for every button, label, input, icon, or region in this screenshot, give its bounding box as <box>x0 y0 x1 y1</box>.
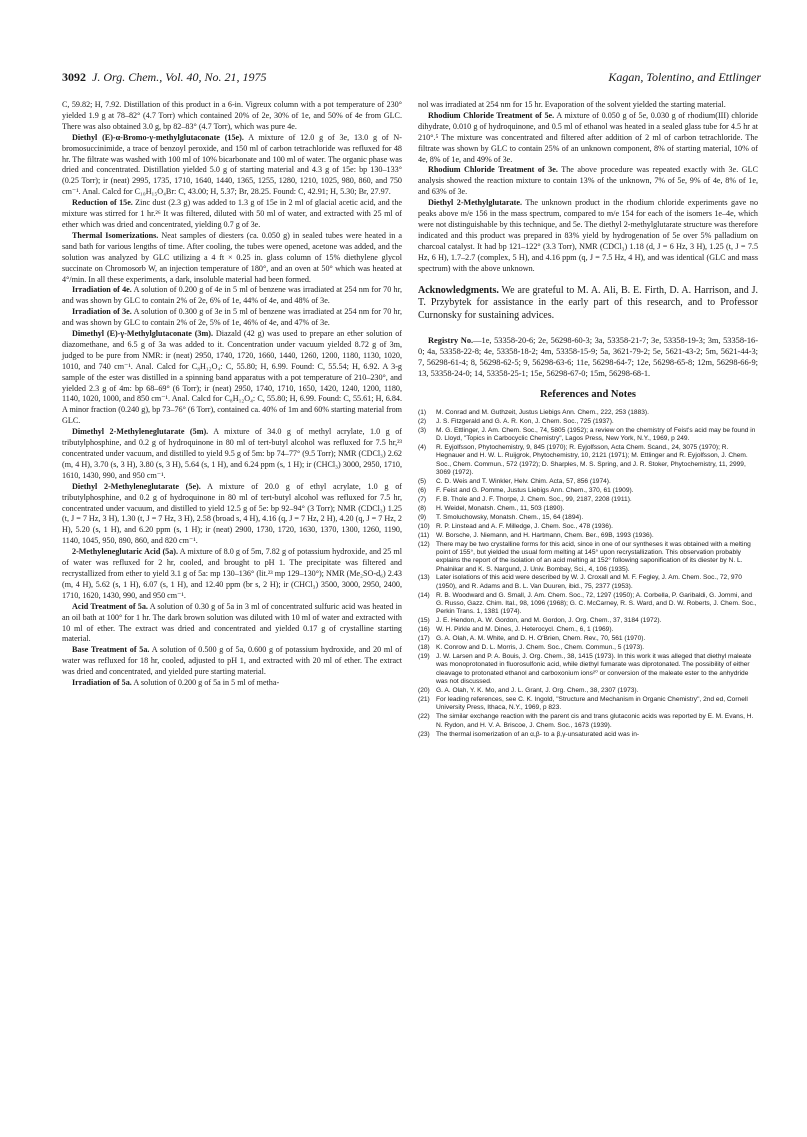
paragraph <box>418 198 758 274</box>
section-heading: Base Treatment of 5a. <box>72 645 150 655</box>
left-text-column <box>62 100 402 689</box>
reference-item <box>418 731 758 739</box>
reference-number: (9) <box>418 513 427 521</box>
reference-item <box>418 635 758 643</box>
section-heading: Diethyl 2-Methylglutarate. <box>428 198 522 208</box>
reference-number: (14) <box>418 591 430 599</box>
reference-text: M. Conrad and M. Guthzeit, Justus Liebigs Ann. Chem., 222, 253 (1883). <box>436 408 649 416</box>
paragraph <box>418 111 758 166</box>
paragraph-text: A solution of 0.300 g of 3e in 5 ml of benzene was irradiated at 254 nm for 70 hr, and was shown by GLC to contain 2% of 2e, 5% of 1e, 46% of 4e, and 47% of 3e. <box>62 307 402 328</box>
section-heading: Diethyl (E)-α-Bromo-γ-methylglutaconate (15e). <box>72 132 244 142</box>
reference-number: (5) <box>418 477 427 485</box>
paragraph-text: Zinc dust (2.3 g) was added to 1.3 g of 15e in 2 ml of glacial acetic acid, and the mixture was stirred for 1 hr.²⁶ It was filtered, diluted with 50 ml of water, and extracted with 25 ml of ether which was dried and concentrated, yielding 0.7 g of 3e. <box>62 198 402 229</box>
reference-number: (11) <box>418 531 430 539</box>
reference-text: M. G. Ettlinger, J. Am. Chem. Soc., 74, 5805 (1952); a review on the chemistry of Feist's acid may be found in D. Lloyd, "Topics in Carbocyclic Chemistry", Lagos Press, New York, N.Y., 1969, p 249. <box>436 426 756 443</box>
reference-text: F. Feist and G. Pomme, Justus Liebigs Ann. Chem., 370, 61 (1909). <box>436 486 634 494</box>
reference-item <box>418 626 758 634</box>
paragraph <box>62 133 402 198</box>
reference-text: The thermal isomerization of an α,β- to a β,γ-unsaturated acid was in- <box>436 730 640 738</box>
reference-text: T. Smoluchowsky, Monatsh. Chem., 15, 64 (1894). <box>436 513 584 521</box>
reference-number: (8) <box>418 504 427 512</box>
reference-number: (7) <box>418 495 427 503</box>
reference-text: J. W. Larsen and P. A. Bouis, J. Org. Chem., 38, 1415 (1973). In this work it was alleged that diethyl maleate was monoprotonated in fluorosulfonic acid, while diethyl fumarate was diprotonated. The possibility of either cleavage to protonated ethanol and carboxonium ions²⁰ or conversion of the maleate ester to the anhydride was not discussed. <box>436 653 752 686</box>
section-heading: Dimethyl 2-Methyleneglutarate (5m). <box>72 427 209 437</box>
reference-item <box>418 523 758 531</box>
acknowledgments-paragraph <box>418 285 758 323</box>
reference-number: (16) <box>418 626 430 634</box>
paragraph-text: A mixture of 0.050 g of 5e, 0.030 g of rhodium(III) chloride dihydrate, 0.010 g of hydroquinone, and 0.5 ml of ethanol was heated in a sealed glass tube for 4.5 hr at 210°.⁵ The mixture was concentrated and filtered after addition of 2 ml of carbon tetrachloride. The filtrate was shown by GLC to contain 25% of an unknown component, 8% of starting material, 10% of 4e, 8% of 1e, and 49% of 3e. <box>418 110 758 164</box>
paragraph <box>62 482 402 547</box>
reference-number: (18) <box>418 644 430 652</box>
paragraph <box>418 165 758 198</box>
section-heading: Irradiation of 5a. <box>72 678 132 688</box>
reference-text: W. H. Pirkle and M. Dines, J. Heterocycl. Chem., 6, 1 (1969). <box>436 626 614 634</box>
section-heading: 2-Methyleneglutaric Acid (5a). <box>72 547 179 557</box>
reference-item <box>418 687 758 695</box>
reference-item <box>418 592 758 617</box>
section-heading: Rhodium Chloride Treatment of 3e. <box>428 165 558 175</box>
section-heading: Reduction of 15e. <box>72 198 133 208</box>
experimental-continued <box>418 100 758 275</box>
paragraph-text: The unknown product in the rhodium chloride experiments gave no peaks above m/e 156 in the mass spectrum, compared to m/e 154 for each of the isomers 1e–4e, which were not distinguishable by this technique, and 5e. The diethyl 2-methylglutarate structure was therefore indicated and this product was prepared in 83% yield by hydrogenation of 5e over 5% palladium on charcoal catalyst. It had bp 121–122° (3.3 Torr), NMR (CDCl₃) 1.18 (d, J = 6 Hz, 3 H), 1.25 (t, J = 7.5 Hz, 6 H), 1.7–2.7 (complex, 5 H), and 4.16 ppm (q, J = 7.5 Hz, 4 H), and was identical (GLC and mass spectrum) with the above unknown. <box>418 198 759 273</box>
paragraph <box>62 198 402 231</box>
paragraph-text: Neat samples of diesters (ca. 0.050 g) in sealed tubes were heated in a sand bath for various lengths of time. After cooling, the tubes were opened, acetone was added, and the solution was analyzed by GLC utilizing a 4 ft × 0.25 in. glass column of 15% diethylene glycol succinate on Chromosorb W, an injection temperature of 180°, and an oven at 50° which was heated at 4°/min. In all these experiments, a dark, insoluble material had been formed. <box>62 230 402 284</box>
paragraph-text: A solution of 0.200 g of 5a in 5 ml of metha- <box>131 678 280 688</box>
paragraph-text: nol was irradiated at 254 nm for 15 hr. Evaporation of the solvent yielded the starting material. <box>418 100 726 109</box>
reference-text: R. P. Linstead and A. F. Milledge, J. Chem. Soc., 478 (1936). <box>436 522 613 530</box>
paragraph <box>62 602 402 646</box>
paragraph-text: The above procedure was repeated exactly with 3e. GLC analysis showed the reaction mixture to contain 13% of the unknown, 7% of 5e, 9% of 4e, 8% of 1e, and 63% of 3e. <box>418 165 758 197</box>
section-heading: Rhodium Chloride Treatment of 5e. <box>428 110 555 120</box>
reference-text: F. B. Thole and J. F. Thorpe, J. Chem. Soc., 99, 2187, 2208 (1911). <box>436 495 632 503</box>
reference-item <box>418 713 758 730</box>
paragraph-text: A mixture of 20.0 g of ethyl acrylate, 1.0 g of tributylphosphine, and 0.2 g of hydroquinone in 80 ml of tert-butyl alcohol was refluxed for 7.5 hr, concentrated under vacuum, and distilled to yield 12.5 g of 5e: bp 92–94° (3 Torr); NMR (CDCl₃) 1.25 (t, J = 7 Hz, 3 H), 1.30 (t, J = 7 Hz, 3 H), 2.58 (broad s, 4 H), 4.16 (q, J = 7 Hz, 2 H), 4.20 (q, J = 7 Hz, 2 H), 5.20 (s, 1 H), and 6.20 ppm (s, 1 H); ir (neat) 2900, 1730, 1720, 1630, 1370, 1300, 1260, 1190, 1140, 1045, 950, 890, 860, and 820 cm⁻¹. <box>62 481 402 546</box>
reference-number: (19) <box>418 653 430 661</box>
reference-item <box>418 644 758 652</box>
reference-text: R. B. Woodward and G. Small, J. Am. Chem. Soc., 72, 1297 (1950); A. Corbella, P. Garibaldi, G. Jommi, and G. Russo, Gazz. Chim. Ital., 98, 1096 (1968); G. C. McCarney, R. S. Ward, and D. W. Roberts, J. Chem. Soc., Perkin Trans. 1, 1381 (1974). <box>436 591 757 616</box>
paragraph <box>62 678 402 689</box>
paragraph <box>62 231 402 286</box>
right-text-column <box>418 100 758 740</box>
journal-citation: J. Org. Chem., Vol. 40, No. 21, 1975 <box>92 70 267 84</box>
reference-number: (12) <box>418 540 430 548</box>
reference-text: For leading references, see C. K. Ingold, "Structure and Mechanism in Organic Chemistry", 2nd ed, Cornell University Press, Ithaca, N.Y., 1969, p 823. <box>436 696 748 712</box>
reference-text: J. E. Hendon, A. W. Gordon, and M. Gordon, J. Org. Chem., 37, 3184 (1972). <box>436 617 662 625</box>
registry-text: —1e, 53358-20-6; 2e, 56298-60-3; 3a, 53358-21-7; 3e, 53358-19-3; 3m, 53358-16-0; 4a, 53358-22-8; 4e, 53358-18-2; 4m, 53358-15-9; 5a, 3621-79-2; 5e, 5621-43-2; 5m, 5621-44-3; 7, 56298-61-4; 8, 56298-62-5; 9, 56298-63-6; 11e, 56298-64-7; 12e, 56298-65-8; 12m, 56298-66-9; 13, 53358-24-0; 14, 53358-25-1; 15e, 56298-67-0; 15m, 56298-68-1. <box>418 336 758 378</box>
section-heading: Acid Treatment of 5a. <box>72 601 148 611</box>
paragraph <box>62 645 402 678</box>
reference-text: H. Weidel, Monatsh. Chem., 11, 503 (1890). <box>436 504 565 512</box>
reference-text: K. Conrow and D. L. Morris, J. Chem. Soc., Chem. Commun., 5 (1973). <box>436 644 645 652</box>
reference-number: (17) <box>418 635 430 643</box>
reference-item <box>418 496 758 504</box>
references-title: References and Notes <box>539 388 637 400</box>
reference-text: J. S. Fitzgerald and G. A. R. Kon, J. Chem. Soc., 725 (1937). <box>436 417 614 425</box>
registry-paragraph <box>418 336 758 380</box>
reference-number: (21) <box>418 696 430 704</box>
reference-item <box>418 444 758 477</box>
reference-number: (6) <box>418 486 427 494</box>
reference-item <box>418 418 758 426</box>
page-number: 3092 <box>62 70 86 84</box>
section-heading: Irradiation of 3e. <box>72 307 132 317</box>
reference-number: (10) <box>418 522 430 530</box>
reference-text: W. Borsche, J. Niemann, and H. Hartmann, Chem. Ber., 69B, 1993 (1936). <box>436 531 654 539</box>
reference-item <box>418 653 758 686</box>
reference-number: (4) <box>418 443 427 451</box>
section-heading: Diethyl 2-Methyleneglutarate (5e). <box>72 481 201 491</box>
reference-number: (15) <box>418 617 430 625</box>
reference-item <box>418 478 758 486</box>
references-list <box>418 409 758 739</box>
paragraph <box>62 547 402 602</box>
reference-number: (23) <box>418 730 430 738</box>
reference-text: The similar exchange reaction with the parent cis and trans glutaconic acids was reported by E. M. Evans, H. N. Rydon, and H. V. A. Briscoe, J. Chem. Soc., 1673 (1939). <box>436 713 754 729</box>
reference-item <box>418 617 758 625</box>
reference-number: (13) <box>418 574 430 582</box>
registry-heading: Registry No. <box>428 336 474 346</box>
reference-number: (20) <box>418 687 430 695</box>
paragraph-text: A solution of 0.200 g of 4e in 5 ml of benzene was irradiated at 254 nm for 70 hr, and was shown by GLC to contain 2% of 2e, 6% of 1e, 44% of 4e, and 48% of 3e. <box>62 285 402 306</box>
reference-item <box>418 532 758 540</box>
reference-number: (2) <box>418 417 427 425</box>
reference-item <box>418 409 758 417</box>
reference-text: C. D. Weis and T. Winkler, Helv. Chim. Acta, 57, 856 (1974). <box>436 477 611 485</box>
reference-item <box>418 574 758 591</box>
paragraph-text: Diazald (42 g) was used to prepare an ether solution of diazomethane, and 6.5 g of 3a was added to it. Concentration under vacuum yielded 8.72 g of 3m, judged to be pure from NMR: ir (neat) 2950, 1740, 1720, 1660, 1440, 1260, 1200, 1180, 1130, 1020, 1010, and 740 cm⁻¹. Anal. Calcd for C₈H₁₂O₄: C, 55.80; H, 6.99. Found: C, 55.54; H, 6.92. A 3-g sample of the ester was distilled in a spinning band apparatus with a pot temperature of 210–230°, and yielded 2.3 g of 4m: bp 68–69° (6 Torr); ir (neat) 2950, 1740, 1710, 1650, 1420, 1240, 1200, 1180, 1140, 1020, 1000, and 850 cm⁻¹. Anal. Calcd for C₈H₁₂O₄: C, 55.80; H, 6.99. Found: C, 55.61; H, 6.84. A minor fraction (0.240 g), bp 73–76° (6 Torr), contained ca. 40% of 1m and 60% starting material from GLC. <box>62 329 402 426</box>
paragraph-text: A mixture of 34.0 g of methyl acrylate, 1.0 g of tributylphosphine, and 0.2 g of hydroquinone in 80 ml of tert-butyl alcohol was refluxed for 7.5 hr,²³ concentrated under vacuum, and distilled to yield 9.5 g of 5m: bp 74–77° (9.5 Torr); NMR (CDCl₃) 2.62 (m, 4 H), 3.70 (s, 3 H), 3.80 (s, 3 H), 5.64 (s, 1 H), and 6.24 ppm (s, 1 H); ir (CHCl₃) 3000, 2950, 1710, 1610, 1430, 990, and 950 cm⁻¹. <box>62 427 402 480</box>
header-authors: Kagan, Tolentino, and Ettlinger <box>608 70 761 84</box>
section-heading: Irradiation of 4e. <box>72 285 132 295</box>
reference-item <box>418 487 758 495</box>
reference-text: G. A. Olah, Y. K. Mo, and J. L. Grant, J. Org. Chem., 38, 2307 (1973). <box>436 687 639 695</box>
paragraph <box>62 307 402 329</box>
paragraph <box>62 329 402 427</box>
paragraph-text: A solution of 0.30 g of 5a in 3 ml of concentrated sulfuric acid was heated in an oil bath at 100° for 1 hr. The dark brown solution was diluted with 10 ml of water and extracted with 10 ml of ether. The extract was dried and concentrated and yielded 0.17 g of crystalline starting material. <box>62 601 402 644</box>
reference-text: Later isolations of this acid were described by W. J. Croxall and M. F. Fegley, J. Am. Chem. Soc., 72, 970 (1950), and R. Adams and B. L. Van Duuren, ibid., 75, 2377 (1953). <box>436 574 742 590</box>
paragraph <box>62 427 402 482</box>
reference-number: (1) <box>418 408 427 416</box>
section-heading: Thermal Isomerizations. <box>72 230 159 240</box>
section-heading: Dimethyl (E)-γ-Methylglutaconate (3m). <box>72 329 213 339</box>
reference-item <box>418 427 758 444</box>
reference-item <box>418 696 758 713</box>
reference-item <box>418 541 758 574</box>
reference-number: (3) <box>418 426 427 434</box>
reference-number: (22) <box>418 713 430 721</box>
reference-text: G. A. Olah, A. M. White, and D. H. O'Brien, Chem. Rev., 70, 561 (1970). <box>436 635 646 643</box>
acknowledgments-text: We are grateful to M. A. Ali, B. E. Firth, D. A. Harrison, and J. T. Przybytek for assistance in the early part of this research, and to Professor Curnonsky for sustaining advices. <box>418 284 758 321</box>
reference-text: R. Eyjolfsson, Phytochemistry, 9, 845 (1970); R. Eyjolfsson, Acta Chem. Scand., 24, 3075 (1970); R. Hegnauer and H. W. L. Ruijgrok, Phytochemistry, 10, 2121 (1971); M. Ettlinger and R. Eyjolfsson, J. Chem. Soc., Chem. Commun., 572 (1972); D. Sharples, M. S. Spring, and J. R. Stoker, Phytochemistry, 11, 2999, 3069 (1972). <box>436 443 748 476</box>
header-left <box>62 70 267 85</box>
reference-item <box>418 505 758 513</box>
paragraph <box>418 100 758 111</box>
paragraph-text: A solution of 0.500 g of 5a, 0.600 g of potassium hydroxide, and 20 ml of water was refluxed for 18 hr, cooled, adjusted to pH 1, and extracted with 20 ml of ether. The extract was dried and concentrated, and yielded pure starting material. <box>62 645 402 677</box>
paragraph-text: A mixture of 12.0 g of 3e, 13.0 g of N-bromosuccinimide, a trace of benzoyl peroxide, and 150 ml of carbon tetrachloride was refluxed for 48 hr. The filtrate was washed with 100 ml of 10% bicarbonate and 100 ml of water. The organic phase was dried and concentrated. Distillation yielded 5.0 g of starting material and 4.3 g of 15e: bp 130–133° (0.25 Torr); ir (neat) 2995, 1735, 1710, 1640, 1440, 1365, 1255, 1280, 1210, 1025, 980, 860, and 750 cm⁻¹. Anal. Calcd for C₁₀H₁₅O₄Br: C, 43.00; H, 5.37; Br, 28.25. Found: C, 42.91; H, 5.30; Br, 27.97. <box>62 132 402 197</box>
reference-text: There may be two crystalline forms for this acid, since in one of our syntheses it was obtained with a melting point of 155°, but yielded the usual form melting at 145° upon recrystallization. This observation probably explains the report of the isolation of an acid melting at 152° following saponification of its diester by N. L. Phalnikar and K. S. Nargund, J. Univ. Bombay, Sci., 4, 106 (1935). <box>436 540 751 573</box>
acknowledgments-heading: Acknowledgments. <box>418 284 499 296</box>
paragraph <box>62 100 402 133</box>
paragraph-text: A mixture of 8.0 g of 5m, 7.82 g of potassium hydroxide, and 25 ml of water was refluxed for 2 hr, cooled, and brought to pH 1. The precipitate was filtered and recrystallized from ether to yield 3.1 g of 5a: mp 130–136° (lit.²³ mp 129–130°); NMR (Me₂SO-d₆) 2.43 (m, 4 H), 5.62 (s, 1 H), 6.07 (s, 1 H), and 12.40 ppm (br s, 2 H); ir (CHCl₃) 3500, 3000, 2950, 2400, 1710, 1620, 1430, 990, and 950 cm⁻¹. <box>62 547 403 600</box>
running-header <box>62 70 761 88</box>
paragraph <box>62 285 402 307</box>
paragraph-text: C, 59.82; H, 7.92. Distillation of this product in a 6-in. Vigreux column with a pot temperature of 230° yielded 1.9 g at 78–82° (4.7 Torr) which contained 20% of 2e, 30% of 1e, and 50% of 4e from GLC. There was also obtained 3.0 g, bp 82–83° (4.7 Torr), which was pure 4e. <box>62 100 402 131</box>
reference-item <box>418 514 758 522</box>
